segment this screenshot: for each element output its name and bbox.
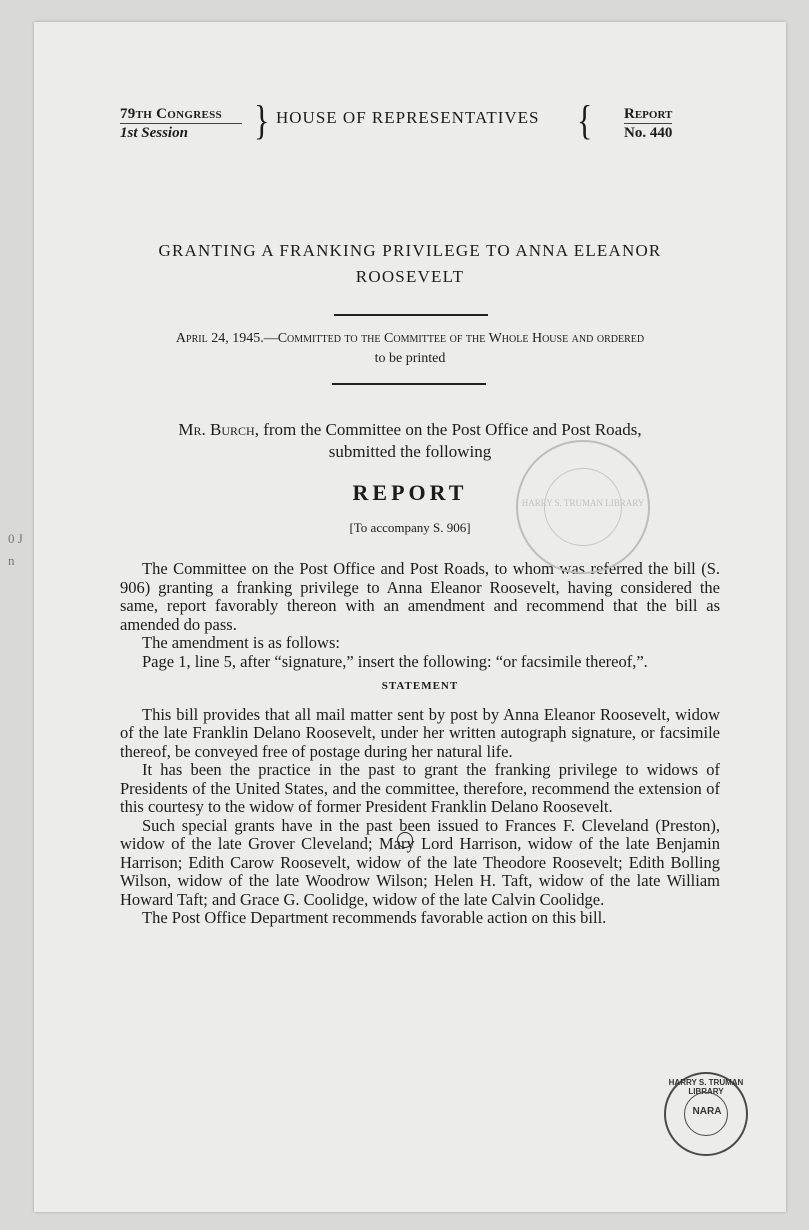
title-line-1: GRANTING A FRANKING PRIVILEGE TO ANNA ELEANOR	[158, 241, 662, 260]
report-heading: REPORT	[352, 480, 468, 505]
stamp-ring-text: HARRY S. TRUMAN LIBRARY	[668, 1078, 744, 1096]
paragraph: Such special grants have in the past been issued to Frances F. Cleveland (Preston), widow of the late Grover Cleveland; Mary Lord Harrison, widow of the late Benjamin Harrison; Edith Carow Roosevelt, widow of the late Theodore Roosevelt; Edith Bolling Wilson, widow of the late Woodrow Wilson; Helen H. Taft, widow of the late William Howard Taft; and Grace G. Coolidge, widow of the late Calvin Coolidge.	[120, 815, 720, 909]
stamp-center-text: NARA	[692, 1106, 722, 1117]
title-line-2: ROOSEVELT	[355, 267, 465, 286]
paragraph: Page 1, line 5, after “signature,” insert the following: “or facsimile thereof,”.	[142, 651, 648, 671]
dated-line-1: April 24, 1945.—Committed to the Committee of the Whole House and ordered	[175, 331, 645, 346]
submitter-committee: , from the Committee on the Post Office and Post Roads,	[254, 420, 642, 439]
committed-date-line	[74, 329, 746, 369]
brace-right: {	[577, 96, 593, 144]
session-label: 1st Session	[120, 123, 242, 142]
report-body	[120, 560, 720, 928]
chamber-label: HOUSE OF REPRESENTATIVES	[276, 108, 540, 127]
faint-stamp-text: HARRY S. TRUMAN LIBRARY	[521, 498, 645, 508]
report-header	[34, 96, 786, 156]
statement-heading: STATEMENT	[381, 680, 459, 692]
submitted-following: submitted the following	[328, 442, 492, 461]
paragraph: This bill provides that all mail matter sent by post by Anna Eleanor Roosevelt, widow of the late Franklin Delano Roosevelt, under her written autograph signature, or facsimile thereof, be conveyed free of postage during her natural life.	[120, 704, 720, 761]
end-circle-mark	[397, 832, 413, 848]
margin-handwritten-mark: 0 J n	[8, 531, 23, 568]
paragraph: The amendment is as follows:	[142, 633, 340, 652]
divider-rule	[334, 314, 488, 316]
faint-library-stamp	[516, 440, 650, 574]
paragraph: The Committee on the Post Office and Post Roads, to whom was referred the bill (S. 906) granting a franking privilege to Anna Eleanor Roosevelt, having considered the same, report favorably thereon with an amendment and recommend that the bill as amended do pass.	[120, 559, 720, 634]
document-title	[84, 238, 736, 290]
congress-label: 79th Congress	[120, 106, 222, 122]
paragraph: It has been the practice in the past to grant the franking privilege to widows of Presidents of the United States, and the committee, therefore, recommend the extension of this courtesy to the widow of former President Franklin Delano Roosevelt.	[120, 760, 720, 816]
report-label: Report	[624, 106, 673, 122]
submitted-by	[74, 419, 746, 463]
congress-session-block	[120, 106, 242, 142]
report-number: No. 440	[624, 125, 673, 141]
dated-line-2: to be printed	[374, 351, 446, 366]
brace-left: }	[254, 96, 270, 144]
accompany-note: [To accompany S. 906]	[349, 520, 471, 535]
submitter-name: Mr. Burch	[178, 420, 255, 439]
report-number-block	[624, 106, 672, 142]
truman-library-nara-stamp	[664, 1072, 748, 1156]
divider-rule	[332, 383, 486, 385]
paragraph: The Post Office Department recommends favorable action on this bill.	[142, 908, 607, 927]
document-page	[34, 22, 786, 1212]
